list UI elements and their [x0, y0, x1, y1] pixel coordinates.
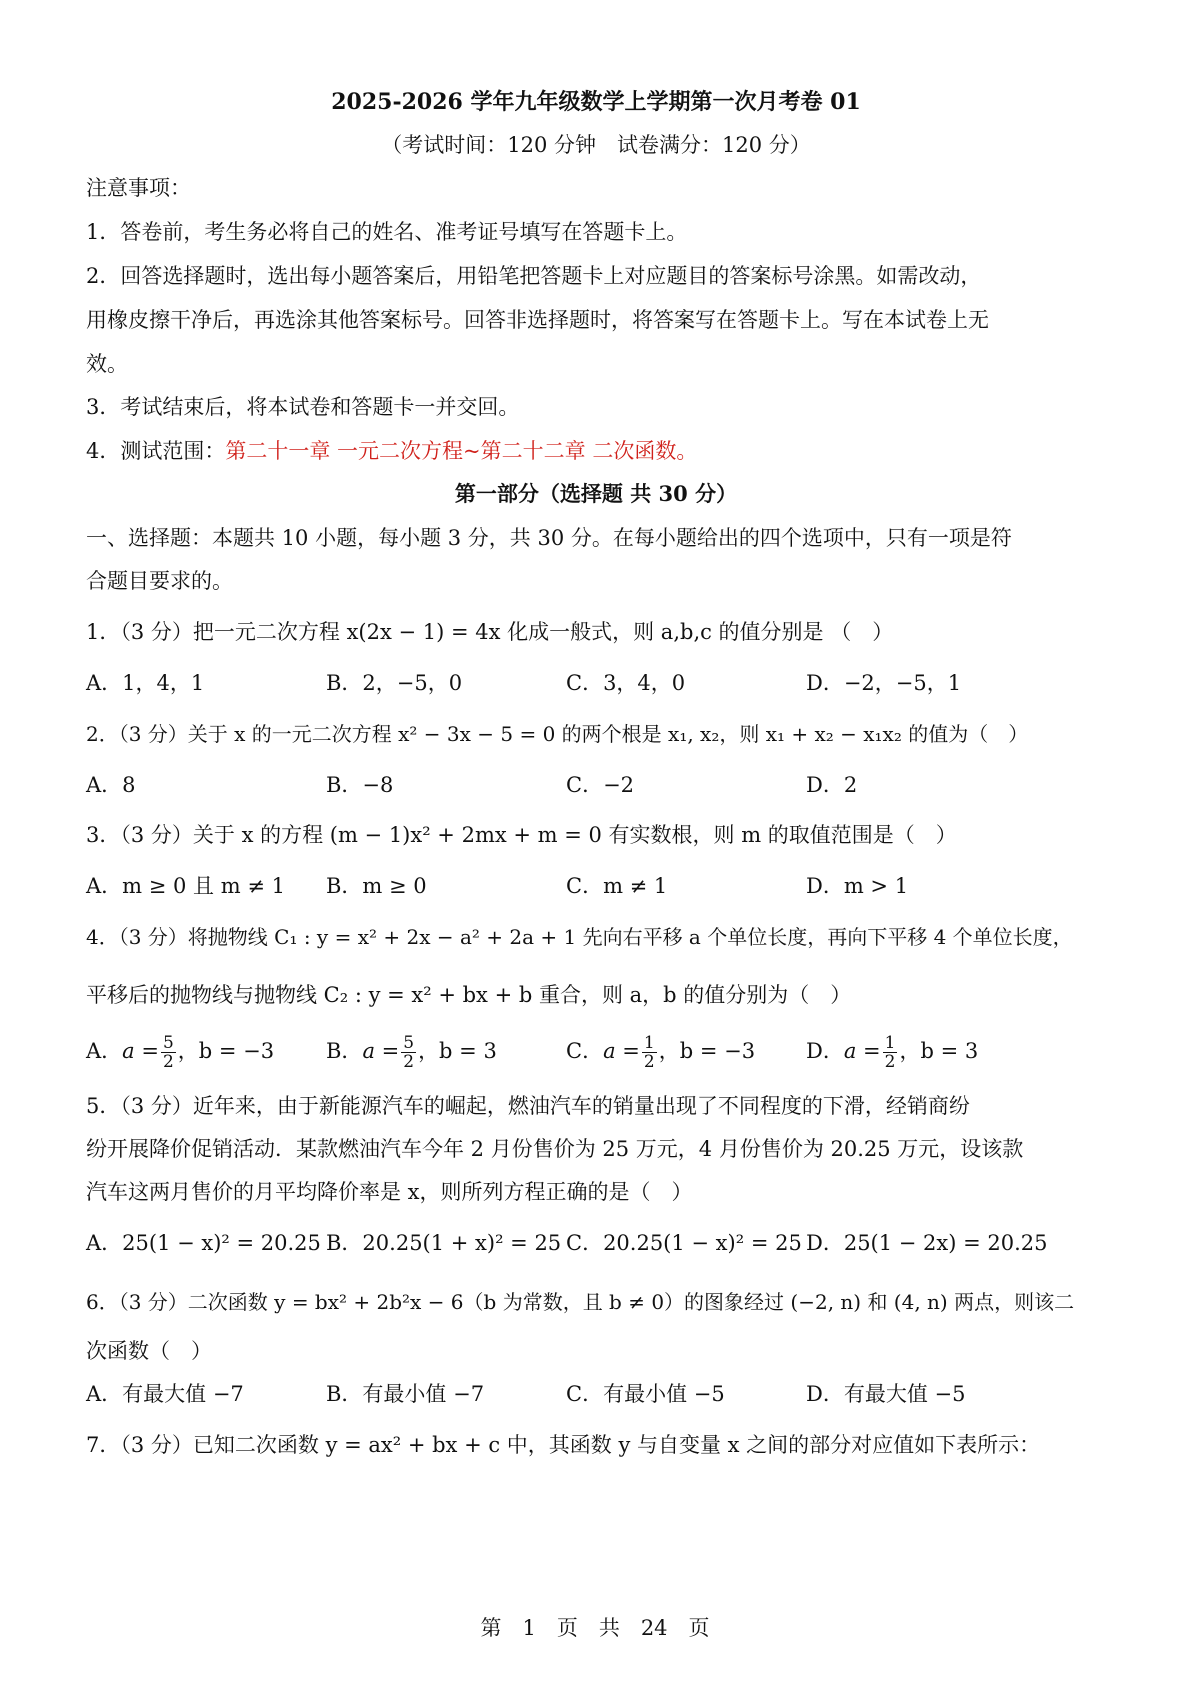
- question-6-option-d: D．有最大值 −5: [806, 1382, 966, 1406]
- section-intro-line-2: 合题目要求的。: [86, 569, 233, 593]
- question-4-option-b-var: a =: [362, 1039, 400, 1063]
- question-3-option-c: C．m ≠ 1: [566, 874, 668, 898]
- question-4-option-a-prefix: A．: [86, 1039, 123, 1063]
- question-2-stem: 2．（3 分）关于 x 的一元二次方程 x² − 3x − 5 = 0 的两个根是 x₁, x₂，则 x₁ + x₂ − x₁x₂ 的值为（ ）: [86, 722, 1029, 746]
- fraction-numerator: 1: [884, 1033, 896, 1053]
- question-4-option-d-fraction: [883, 1034, 898, 1071]
- section-title: 第一部分（选择题 共 30 分）: [454, 481, 738, 506]
- page-footer: 第 1 页 共 24 页: [480, 1616, 710, 1640]
- fraction-denominator: 2: [884, 1052, 896, 1072]
- question-5-stem-line-2: 纷开展降价促销活动．某款燃油汽车今年 2 月份售价为 25 万元，4 月份售价为 20.25 万元，设该款: [86, 1137, 1024, 1161]
- note-4: [86, 436, 697, 466]
- fraction-numerator: 1: [643, 1033, 655, 1053]
- fraction-numerator: 5: [403, 1033, 415, 1053]
- fraction-denominator: 2: [403, 1052, 415, 1072]
- fraction-denominator: 2: [162, 1052, 174, 1072]
- question-4-option-a-b: ，b = −3: [177, 1039, 275, 1063]
- note-2-line-1: 2．回答选择题时，选出每小题答案后，用铅笔把答题卡上对应题目的答案标号涂黑。如需改动，: [86, 264, 982, 288]
- notes-heading: 注意事项：: [86, 176, 191, 200]
- question-5-option-d: D．25(1 − 2x) = 20.25: [806, 1231, 1048, 1255]
- question-4-option-b: [326, 1028, 497, 1074]
- question-4-option-d-prefix: D．: [806, 1039, 844, 1063]
- note-4-range: 第二十一章 一元二次方程~第二十二章 二次函数。: [225, 439, 698, 463]
- question-4-stem-line-1: 4．（3 分）将抛物线 C₁ : y = x² + 2x − a² + 2a + 1 先向右平移 a 个单位长度，再向下平移 4 个单位长度，: [86, 925, 1073, 949]
- question-1-option-b: B．2，−5，0: [326, 671, 463, 695]
- question-1-option-a: A．1，4，1: [86, 671, 205, 695]
- question-4-option-d-b: ，b = 3: [899, 1039, 979, 1063]
- question-6-option-c: C．有最小值 −5: [566, 1382, 725, 1406]
- exam-title: 2025-2026 学年九年级数学上学期第一次月考卷 01: [331, 89, 861, 115]
- section-intro-line-1: 一、选择题：本题共 10 小题，每小题 3 分，共 30 分。在每小题给出的四个选项中，只有一项是符: [86, 526, 1012, 550]
- question-4-option-d-var: a =: [843, 1039, 881, 1063]
- question-5-stem-line-3: 汽车这两月售价的月平均降价率是 x，则所列方程正确的是（ ）: [86, 1180, 693, 1204]
- question-4-option-a-fraction: [161, 1034, 176, 1071]
- note-2-line-3: 效。: [86, 352, 128, 376]
- question-2-option-b: B．−8: [326, 773, 394, 797]
- question-4-option-b-prefix: B．: [326, 1039, 363, 1063]
- question-1-stem: 1．（3 分）把一元二次方程 x(2x − 1) = 4x 化成一般式，则 a,b,c 的值分别是 （ ）: [86, 620, 894, 644]
- note-2-line-2: 用橡皮擦干净后，再选涂其他答案标号。回答非选择题时，将答案写在答题卡上。写在本试卷上无: [86, 308, 989, 332]
- question-4-stem-line-2: 平移后的抛物线与抛物线 C₂ : y = x² + bx + b 重合，则 a，b 的值分别为（ ）: [86, 983, 852, 1007]
- question-4-option-c-var: a =: [603, 1039, 640, 1063]
- note-4-prefix: 4．测试范围：: [86, 439, 226, 463]
- question-2-option-d: D．2: [806, 773, 858, 797]
- note-3: 3．考试结束后，将本试卷和答题卡一并交回。: [86, 395, 520, 419]
- question-4-option-c-prefix: C．: [566, 1039, 604, 1063]
- question-4-option-b-b: ，b = 3: [418, 1039, 497, 1063]
- exam-subtitle: （考试时间：120 分钟 试卷满分：120 分）: [381, 133, 811, 157]
- question-6-option-a: A．有最大值 −7: [86, 1382, 244, 1406]
- note-1: 1．答卷前，考生务必将自己的姓名、准考证号填写在答题卡上。: [86, 220, 688, 244]
- question-3-option-b: B．m ≥ 0: [326, 874, 427, 898]
- fraction-numerator: 5: [162, 1033, 174, 1053]
- question-2-option-a: A．8: [86, 773, 136, 797]
- question-3-option-d: D．m > 1: [806, 874, 909, 898]
- question-3-option-a: A．m ≥ 0 且 m ≠ 1: [86, 874, 285, 898]
- question-4-option-a-var: a =: [122, 1039, 159, 1063]
- question-5-option-b: B．20.25(1 + x)² = 25: [326, 1231, 562, 1255]
- question-3-stem: 3．（3 分）关于 x 的方程 (m − 1)x² + 2mx + m = 0 有实数根，则 m 的取值范围是（ ）: [86, 823, 957, 847]
- question-1-option-d: D．−2，−5，1: [806, 671, 962, 695]
- question-5-option-a: A．25(1 − x)² = 20.25: [86, 1231, 321, 1255]
- question-1-option-c: C．3，4，0: [566, 671, 686, 695]
- question-6-option-b: B．有最小值 −7: [326, 1382, 485, 1406]
- question-6-stem-line-2: 次函数（ ）: [86, 1339, 212, 1363]
- question-6-stem-line-1: 6．（3 分）二次函数 y = bx² + 2b²x − 6（b 为常数，且 b ≠ 0）的图象经过 (−2, n) 和 (4, n) 两点，则该二: [86, 1290, 1075, 1314]
- question-4-option-a: [86, 1028, 274, 1074]
- question-5-option-c: C．20.25(1 − x)² = 25: [566, 1231, 802, 1255]
- question-4-option-c: [566, 1028, 755, 1074]
- fraction-denominator: 2: [643, 1052, 655, 1072]
- question-5-stem-line-1: 5．（3 分）近年来，由于新能源汽车的崛起，燃油汽车的销量出现了不同程度的下滑，经销商纷: [86, 1094, 970, 1118]
- question-4-option-c-b: ，b = −3: [658, 1039, 756, 1063]
- question-4-option-b-fraction: [401, 1034, 416, 1071]
- question-7-stem: 7．（3 分）已知二次函数 y = ax² + bx + c 中，其函数 y 与自变量 x 之间的部分对应值如下表所示：: [86, 1433, 1041, 1457]
- question-4-option-c-fraction: [642, 1034, 657, 1071]
- question-2-option-c: C．−2: [566, 773, 635, 797]
- question-4-option-d: [806, 1028, 978, 1074]
